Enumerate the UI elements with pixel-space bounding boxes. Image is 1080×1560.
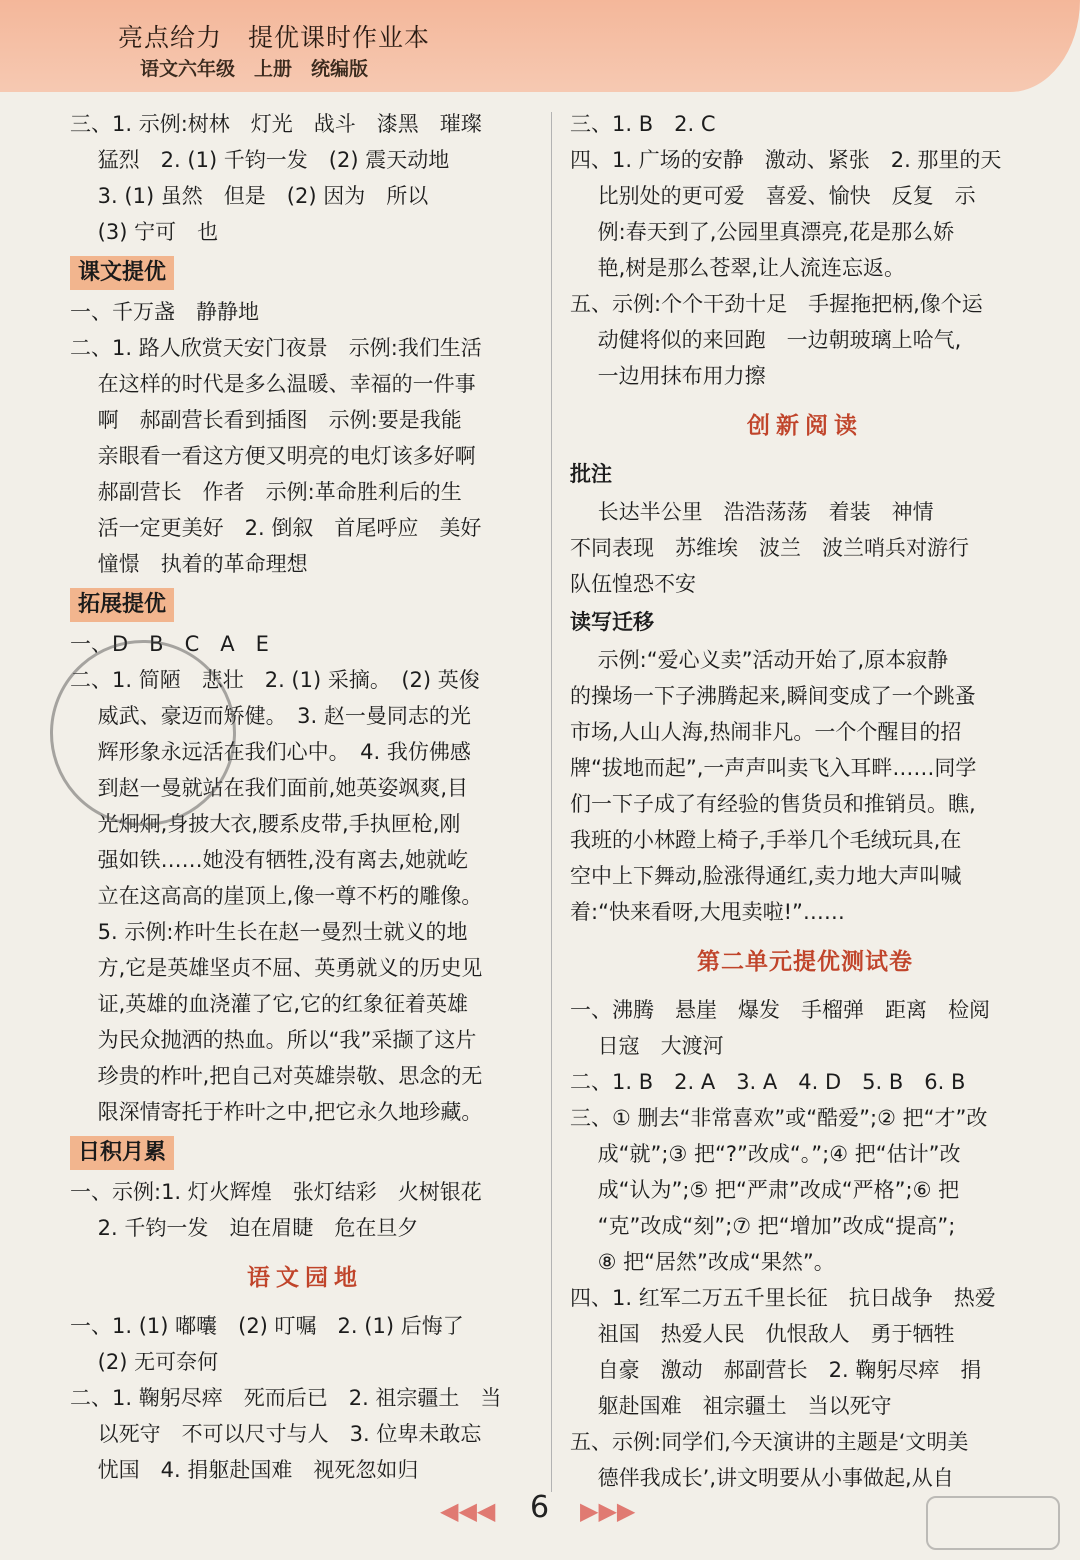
- column-divider: [551, 112, 552, 1492]
- answer-line: 猛烈 2. (1) 千钧一发 (2) 震天动地: [70, 148, 450, 172]
- answer-line: 祖国 热爱人民 仇恨敌人 勇于牺牲: [570, 1322, 955, 1346]
- answer-line: (2) 无可奈何: [70, 1350, 219, 1374]
- answer-line: 们一下子成了有经验的售货员和推销员。瞧,: [570, 792, 976, 816]
- page-number: 6: [530, 1490, 550, 1525]
- answer-line: (3) 宁可 也: [70, 220, 219, 244]
- subheading-duxie: 读写迁移: [570, 610, 654, 634]
- answer-line: 五、示例:同学们,今天演讲的主题是‘文明美: [570, 1430, 969, 1454]
- answer-line: 辉形象永远活在我们心中。 4. 我仿佛感: [70, 740, 471, 764]
- answer-line: 例:春天到了,公园里真漂亮,花是那么娇: [570, 220, 955, 244]
- answer-line: 威武、豪迈而矫健。 3. 赵一曼同志的光: [70, 704, 471, 728]
- heading-unit-test: 第二单元提优测试卷: [697, 949, 913, 975]
- answer-line: 四、1. 红军二万五千里长征 抗日战争 热爱: [570, 1286, 996, 1310]
- answer-line: 自豪 激动 郝副营长 2. 鞠躬尽瘁 捐: [570, 1358, 982, 1382]
- left-block-2: [70, 294, 540, 582]
- answer-line: 为民众抛洒的热血。所以“我”采撷了这片: [70, 1028, 477, 1052]
- answer-line: 亲眼看一看这方便又明亮的电灯该多好啊: [70, 444, 476, 468]
- answer-line: 限深情寄托于柞叶之中,把它永久地珍藏。: [70, 1100, 483, 1124]
- heading-yuwen-yuandi: 语文园地: [247, 1265, 363, 1291]
- answer-line: 比别处的更可爱 喜爱、愉快 反复 示: [570, 184, 976, 208]
- answer-line: 三、1. B 2. C: [570, 112, 716, 136]
- prev-arrows-icon: ◀◀◀: [440, 1497, 496, 1525]
- answer-line: 证,英雄的血浇灌了它,它的红象征着英雄: [70, 992, 469, 1016]
- answer-line: 二、1. 简陋 悲壮 2. (1) 采摘。 (2) 英俊: [70, 668, 480, 692]
- answer-line: 强如铁……她没有牺牲,没有离去,她就屹: [70, 848, 469, 872]
- answer-line: 以死守 不可以尺寸与人 3. 位卑未敢忘: [70, 1422, 482, 1446]
- corner-watermark: [926, 1496, 1060, 1550]
- answer-line: 2. 千钧一发 迫在眉睫 危在旦夕: [70, 1216, 419, 1240]
- answer-line: 一边用抹布用力擦: [570, 364, 766, 388]
- left-block-4: [70, 1174, 540, 1246]
- answer-line: 成“认为”;⑤ 把“严肃”改成“严格”;⑥ 把: [570, 1178, 960, 1202]
- answer-line: 牌“拔地而起”,一声声叫卖飞入耳畔……同学: [570, 756, 977, 780]
- answer-line: 三、① 删去“非常喜欢”或“酷爱”;② 把“才”改: [570, 1106, 988, 1130]
- answer-line: 方,它是英雄坚贞不屈、英勇就义的历史见: [70, 956, 483, 980]
- answer-line: 忧国 4. 捐躯赴国难 视死忽如归: [70, 1458, 419, 1482]
- section-heading-kewen: 课文提优: [70, 256, 174, 290]
- answer-line: 二、1. 路人欣赏天安门夜景 示例:我们生活: [70, 336, 482, 360]
- book-subtitle: 语文六年级 上册 统编版: [140, 58, 369, 80]
- answer-line: 3. (1) 虽然 但是 (2) 因为 所以: [70, 184, 429, 208]
- answer-line: 活一定更美好 2. 倒叙 首尾呼应 美好: [70, 516, 482, 540]
- heading-chuangxin-yuedu: 创新阅读: [747, 413, 863, 439]
- answer-line: 一、沸腾 悬崖 爆发 手榴弹 距离 检阅: [570, 998, 990, 1022]
- answer-line: 5. 示例:柞叶生长在赵一曼烈士就义的地: [70, 920, 468, 944]
- answer-line: 成“就”;③ 把“?”改成“。”;④ 把“估计”改: [570, 1142, 961, 1166]
- answer-line: 动健将似的来回跑 一边朝玻璃上哈气,: [570, 328, 962, 352]
- answer-line: 队伍惶恐不安: [570, 572, 696, 596]
- answer-line: 郝副营长 作者 示例:革命胜利后的生: [70, 480, 462, 504]
- section-heading-riji: 日积月累: [70, 1136, 174, 1170]
- answer-line: 躯赴国难 祖宗疆土 当以死守: [570, 1394, 892, 1418]
- answer-line: 四、1. 广场的安静 激动、紧张 2. 那里的天: [570, 148, 1002, 172]
- next-arrows-icon: ▶▶▶: [580, 1497, 636, 1525]
- answer-line: “克”改成“刻”;⑦ 把“增加”改成“提高”;: [570, 1214, 956, 1238]
- answer-line: 长达半公里 浩浩荡荡 着装 神情: [570, 500, 934, 524]
- right-block-1: [570, 106, 1040, 394]
- answer-line: 着:“快来看呀,大甩卖啦!”……: [570, 900, 845, 924]
- answer-line: 一、千万盏 静静地: [70, 300, 259, 324]
- answer-line: 立在这高高的崖顶上,像一尊不朽的雕像。: [70, 884, 483, 908]
- answer-line: 的操场一下子沸腾起来,瞬间变成了一个跳蚤: [570, 684, 976, 708]
- right-block-4: [570, 992, 1040, 1496]
- answer-line: 一、示例:1. 灯火辉煌 张灯结彩 火树银花: [70, 1180, 482, 1204]
- answer-line: 我班的小林蹬上椅子,手举几个毛绒玩具,在: [570, 828, 962, 852]
- answer-line: 五、示例:个个干劲十足 手握拖把柄,像个运: [570, 292, 983, 316]
- answer-line: 到赵一曼就站在我们面前,她英姿飒爽,目: [70, 776, 469, 800]
- answer-line: ⑧ 把“居然”改成“果然”。: [570, 1250, 835, 1274]
- answer-line: 一、1. (1) 嘟囔 (2) 叮嘱 2. (1) 后悔了: [70, 1314, 464, 1338]
- subheading-pizhu: 批注: [570, 462, 612, 486]
- answer-line: 三、1. 示例:树林 灯光 战斗 漆黑 璀璨: [70, 112, 482, 136]
- left-block-1: [70, 106, 540, 250]
- answer-line: 日寇 大渡河: [570, 1034, 724, 1058]
- left-block-5: [70, 1308, 540, 1488]
- answer-line: 珍贵的柞叶,把自己对英雄崇敬、思念的无: [70, 1064, 483, 1088]
- right-block-2: [570, 494, 1040, 602]
- answer-line: 在这样的时代是多么温暖、幸福的一件事: [70, 372, 476, 396]
- section-heading-tuozhan: 拓展提优: [70, 588, 174, 622]
- answer-line: 德伴我成长’,讲文明要从小事做起,从自: [570, 1466, 954, 1490]
- answer-line: 市场,人山人海,热闹非凡。一个个醒目的招: [570, 720, 962, 744]
- right-block-3: [570, 642, 1040, 930]
- answer-line: 空中上下舞动,脸涨得通红,卖力地大声叫喊: [570, 864, 962, 888]
- answer-line: 一、D B C A E: [70, 632, 269, 656]
- right-column: [570, 106, 1040, 1496]
- book-title: 亮点给力 提优课时作业本: [118, 23, 431, 52]
- answer-line: 二、1. 鞠躬尽瘁 死而后已 2. 祖宗疆土 当: [70, 1386, 502, 1410]
- answer-line: 啊 郝副营长看到插图 示例:要是我能: [70, 408, 462, 432]
- answer-line: 憧憬 执着的革命理想: [70, 552, 308, 576]
- answer-line: 艳,树是那么苍翠,让人流连忘返。: [570, 256, 906, 280]
- answer-line: 示例:“爱心义卖”活动开始了,原本寂静: [570, 648, 949, 672]
- answer-line: 二、1. B 2. A 3. A 4. D 5. B 6. B: [570, 1070, 966, 1094]
- answer-line: 不同表现 苏维埃 波兰 波兰哨兵对游行: [570, 536, 969, 560]
- answer-line: 光炯炯,身披大衣,腰系皮带,手执匣枪,刚: [70, 812, 461, 836]
